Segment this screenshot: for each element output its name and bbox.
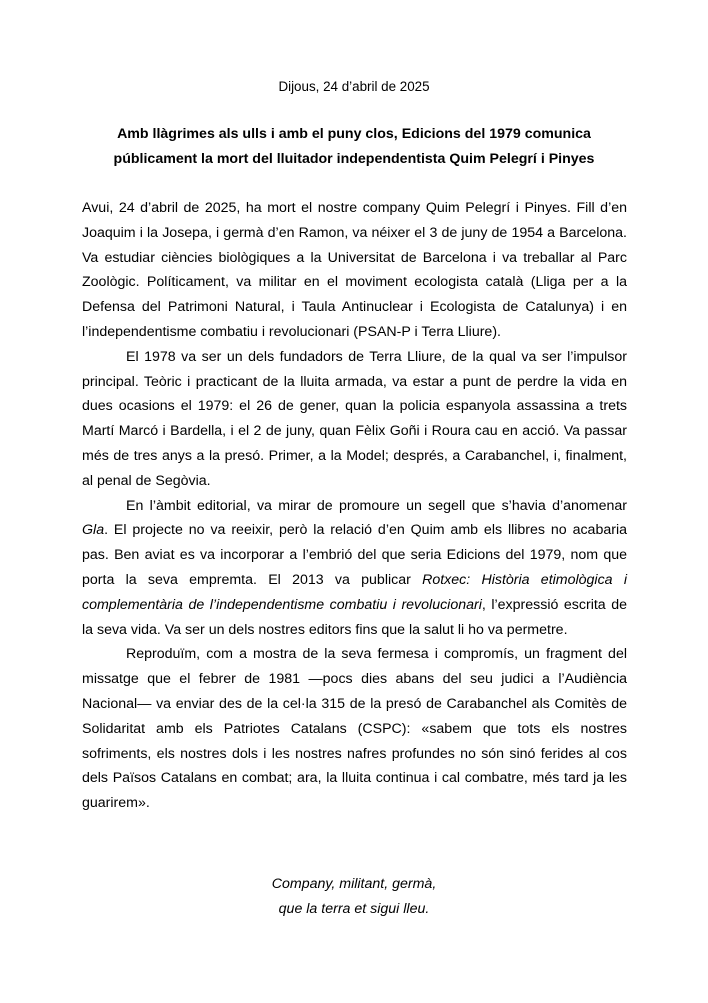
gla-label: Gla: [82, 522, 105, 539]
closing-verse: [0, 872, 708, 922]
paragraph-4: Reproduïm, com a mostra de la seva fermesa i compromís, un fragment del missatge que el febrer de 1981 —pocs dies abans del seu judici a l’Audiència Nacional— va enviar des de la cel·la 315 de la presó de Carabanchel als Comitès de Solidaritat amb els Patriotes Catalans (CSPC): «sabem que tots els nostres sofriments, els nostres dols i les nostres nafres profundes no són sinó ferides al cos dels Països Catalans en combat; ara, la lluita continua i cal combatre, més tard ja les guarirem».: [82, 646, 627, 812]
paragraph-3-text-c: , l’expressió escrita de la seva vida. Va ser un dels nostres editors fins que la salut li ho va permetre.: [82, 596, 627, 638]
paragraph-2: El 1978 va ser un dels fundadors de Terra Lliure, de la qual va ser l’impulsor principal. Teòric i practicant de la lluita armada, va estar a punt de perdre la vida en dues ocasions el 1979: el 26 de gener, quan la policia espanyola assassina a trets Martí Marcó i Bardella, i el 2 de juny, quan Fèlix Goñi i Roura cau en acció. Va passar més de tres anys a la presó. Primer, a la Model; després, a Carabanchel, i, finalment, al penal de Segòvia.: [82, 348, 627, 489]
paragraph-3-text-b: . El projecte no va reeixir, però la relació d’en Quim amb els llibres no acabaria pas. Ben aviat es va incorporar a l’embrió del que seria Edicions del 1979, nom que porta la seva empremta. El 2013 va publicar: [82, 522, 627, 588]
paragraph-3-text-a: En l’àmbit editorial, va mirar de promoure un segell que s’havia d’anomenar: [126, 497, 627, 514]
paragraph-3: [82, 494, 627, 643]
paragraph-1: Avui, 24 d’abril de 2025, ha mort el nostre company Quim Pelegrí i Pinyes. Fill d’en Joaquim i la Josepa, i germà d’en Ramon, va néixer el 3 de juny de 1954 a Barcelona. Va estudiar ciències biològiques a la Universitat de Barcelona i va treballar al Parc Zoològic. Políticament, va militar en el moviment ecologista català (Lliga per a la Defensa del Patrimoni Natural, i Taula Antinuclear i Ecologista de Catalunya) i en l’independentisme combatiu i revolucionari (PSAN-P i Terra Lliure).: [82, 200, 627, 340]
title-line-1: Amb llàgrimes als ulls i amb el puny clos, Edicions del 1979 comunica: [117, 126, 591, 142]
closing-line-1: Company, militant, germà,: [271, 876, 437, 892]
title-line-2: públicament la mort del lluitador independentista Quim Pelegrí i Pinyes: [113, 151, 595, 167]
document-body: [82, 196, 627, 816]
document-date: Dijous, 24 d’abril de 2025: [278, 79, 430, 94]
closing-line-2: que la terra et sigui lleu.: [278, 901, 430, 917]
book-title: Rotxec: Història etimològica i complementària de l’independentisme combatiu i revolucionari: [82, 571, 627, 613]
document-title: [70, 122, 638, 172]
